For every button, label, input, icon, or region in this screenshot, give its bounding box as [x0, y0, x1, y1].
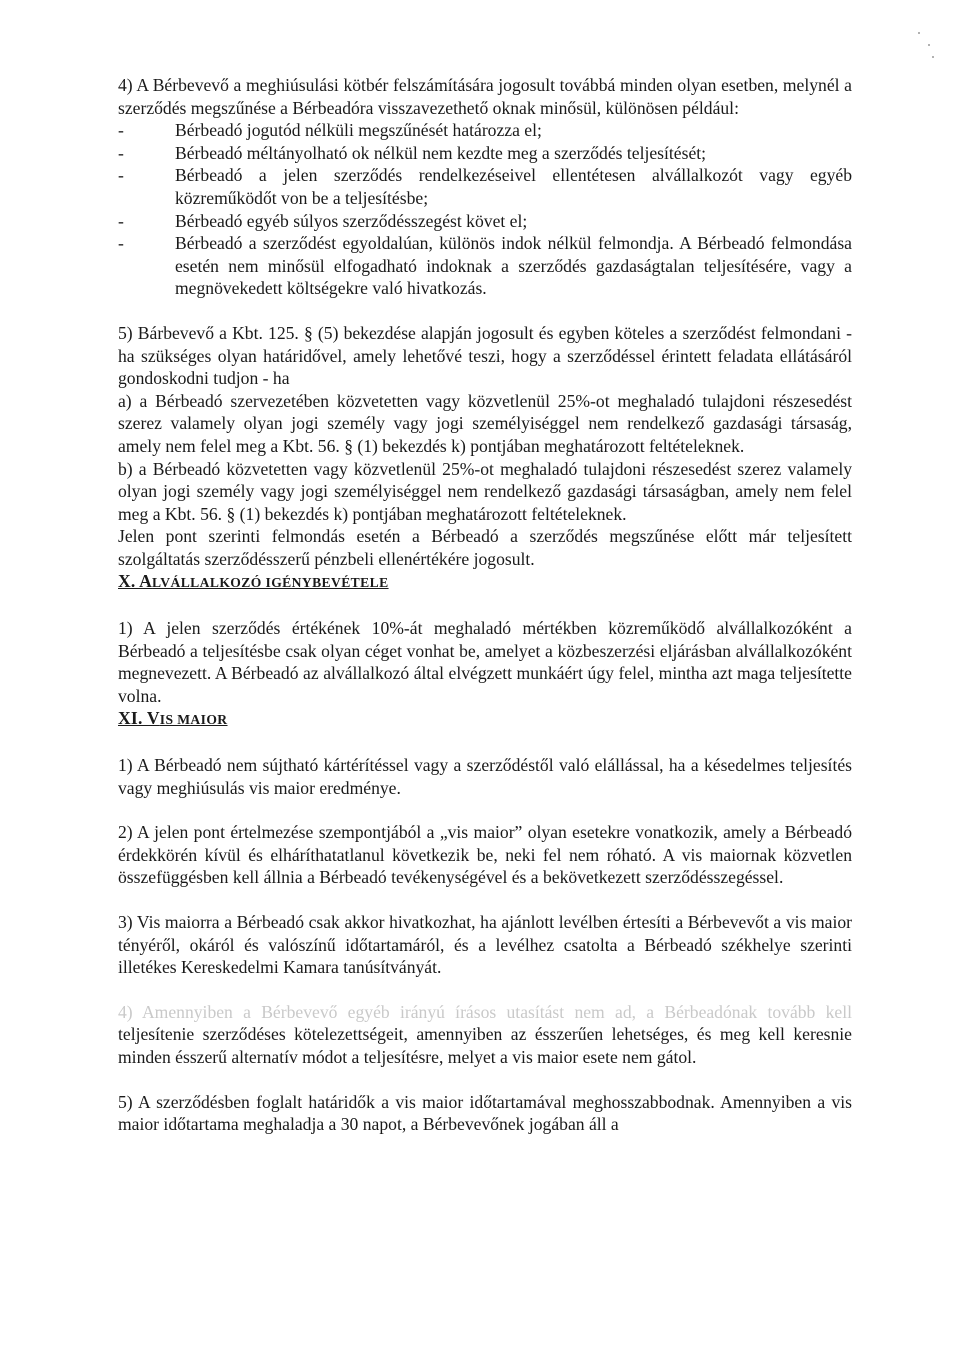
paragraph-5-b: b) a Bérbeadó közvetetten vagy közvetlenül 25%-ot meghaladó tulajdoni részesedést szerez valamely olyan jogi személy vagy jogi személyiséggel nem rendelkező gazdasági társaságban, amely nem felel meg a Kbt. 56. § (1) bekezdés k) pontjában meghatározott feltételeknek.	[118, 458, 852, 524]
list-item	[118, 210, 852, 233]
list-item-text: Bérbeadó egyéb súlyos szerződésszegést követ el;	[175, 210, 528, 231]
faded-scan-line: 4) Amennyiben a Bérbevevő egyéb irányú írásos utasítást nem ad, a Bérbeadónak tovább kell	[118, 1001, 852, 1022]
list-item-text: Bérbeadó a szerződést egyoldalúan, különös indok nélkül felmondja. A Bérbeadó felmondása esetén nem minősül elfogadható indoknak a szerződés gazdaságtalan teljesítésére, vagy a megnövekedett költségekre való hivatkozás.	[175, 233, 852, 299]
section-xi-paragraph-1: 1) A Bérbeadó nem sújtható kártérítéssel vagy a szerződéstől való elállással, ha a késedelmes teljesítés vagy meghiúsulás vis maior eredménye.	[118, 755, 852, 798]
section-xi-heading-number: XI. V	[118, 708, 160, 729]
paragraph-4-intro: 4) A Bérbevevő a meghiúsulási kötbér felszámítására jogosult továbbá minden olyan esetben, melynél a szerződés megszűnése a Bérbeadóra visszavezethető oknak minősül, különösen például:	[118, 75, 852, 118]
scan-specks	[916, 30, 936, 70]
section-xi-paragraph-4-text: teljesítenie szerződéses kötelezettségeit, amennyiben az ésszerűen lehetséges, és meg kell keresnie minden ésszerű alternatív módot a teljesítésre, melyet a vis maior esete nem gátol.	[118, 1024, 852, 1067]
list-dash: -	[118, 120, 124, 141]
section-xi-heading	[118, 707, 852, 732]
section-x-heading-number: X. A	[118, 571, 153, 592]
section-x-paragraph-1: 1) A jelen szerződés értékének 10%-át meghaladó mértékben közreműködő alvállalkozóként a Bérbeadó a teljesítésbe csak olyan céget vonhat be, amelyet a közbeszerzési eljárásban alvállalkozóként megnevezett. A Bérbeadó az alvállalkozó által elvégzett munkáért úgy felel, mintha azt maga teljesítette volna.	[118, 618, 852, 706]
section-xi-heading-title: IS MAIOR	[159, 712, 228, 728]
list-item	[118, 232, 852, 300]
list-dash: -	[118, 142, 124, 163]
document-page	[118, 74, 852, 1136]
list-item	[118, 119, 852, 142]
termination-reasons-list	[118, 119, 852, 300]
list-item-text: Bérbeadó jogutód nélküli megszűnését határozza el;	[175, 120, 542, 141]
section-xi-paragraph-4	[118, 1001, 852, 1069]
section-xi-paragraph-2: 2) A jelen pont értelmezése szempontjából a „vis maior” olyan esetekre vonatkozik, amely a Bérbeadó érdekkörén kívül és elháríthatatlanul következik be, neki fel nem róható. A vis maiornak közvetlen összefüggésben kell állnia a Bérbeadó tevékenységével és a bekövetkezett szerződésszegéssel.	[118, 822, 852, 888]
section-xi-paragraph-3: 3) Vis maiorra a Bérbeadó csak akkor hivatkozhat, ha ajánlott levélben értesíti a Bérbevevőt a vis maior tényéről, okáról és valószínű időtartamáról, és a levélhez csatolta a Bérbeadó székhelye szerinti illetékes Kereskedelmi Kamara tanúsítványát.	[118, 912, 852, 978]
list-dash: -	[118, 165, 124, 186]
list-item-text: Bérbeadó a jelen szerződés rendelkezéseivel ellentétesen alvállalkozót vagy egyéb közreműködőt von be a teljesítésbe;	[175, 165, 852, 208]
paragraph-5-a: a) a Bérbeadó szervezetében közvetetten vagy közvetlenül 25%-ot meghaladó tulajdoni részesedést szerez valamely olyan jogi személy vagy jogi személyiséggel nem rendelkező gazdasági társaság, amely nem felel meg a Kbt. 56. § (1) bekezdés k) pontjában meghatározott feltételeknek.	[118, 390, 852, 456]
section-xi-paragraph-5: 5) A szerződésben foglalt határidők a vis maior időtartamával meghosszabbodnak. Amennyiben a vis maior időtartama meghaladja a 30 napot, a Bérbevevőnek jogában áll a	[118, 1091, 852, 1135]
paragraph-5-c: Jelen pont szerinti felmondás esetén a Bérbeadó a szerződés megszűnése előtt már teljesített szolgáltatás szerződésszerű pénzbeli ellenértékére jogosult.	[118, 526, 852, 569]
list-dash: -	[118, 210, 124, 231]
section-x-heading	[118, 570, 852, 595]
list-dash: -	[118, 233, 124, 254]
section-x-heading-title: LVÁLLALKOZÓ IGÉNYBEVÉTELE	[152, 575, 389, 591]
list-item-text: Bérbeadó méltányolható ok nélkül nem kezdte meg a szerződés teljesítését;	[175, 142, 707, 163]
list-item	[118, 164, 852, 209]
paragraph-5-intro: 5) Bárbevevő a Kbt. 125. § (5) bekezdése alapján jogosult és egyben köteles a szerződést felmondani - ha szükséges olyan határidővel, amely lehetővé teszi, hogy a szerződéssel érintett feladata ellátásáról gondoskodni tudjon - ha	[118, 322, 852, 389]
list-item	[118, 142, 852, 165]
